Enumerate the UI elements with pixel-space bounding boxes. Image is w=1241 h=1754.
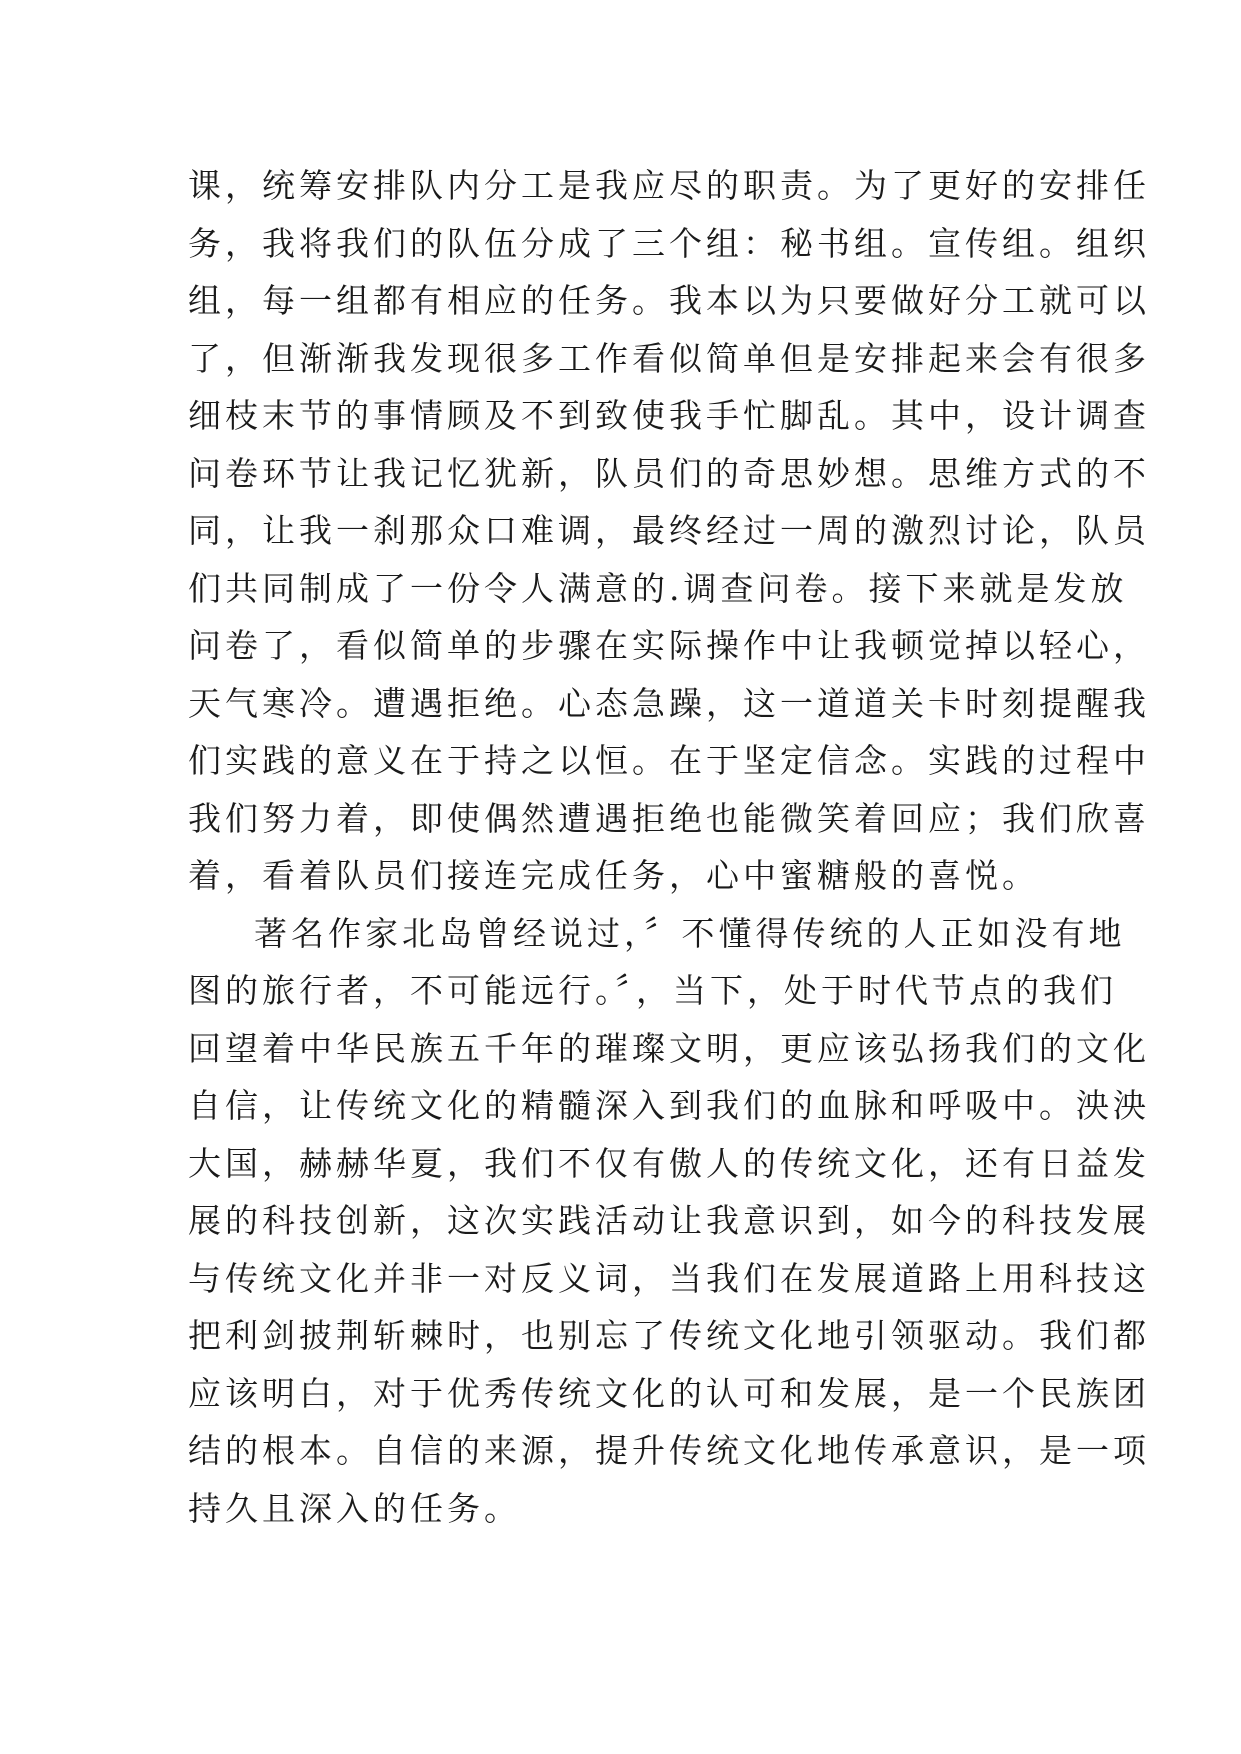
text-line: 图的旅行者，不可能远行。〞，当下，处于时代节点的我们 (188, 971, 1117, 1010)
text-line: 持久且深入的任务。 (188, 1488, 521, 1528)
paragraph-1 (188, 157, 1150, 905)
text-line: 我们努力着，即使偶然遭遇拒绝也能微笑着回应；我们欣喜 (188, 798, 1150, 838)
text-line: 务，我将我们的队伍分成了三个组：秘书组。宣传组。组织 (188, 223, 1150, 263)
text-line: 著名作家北岛曾经说过，〞不懂得传统的人正如没有地 (254, 913, 1126, 953)
paragraph-2 (188, 905, 1150, 1538)
text-line: 问卷了，看似简单的步骤在实际操作中让我顿觉掉以轻心， (188, 626, 1150, 665)
text-line: 结的根本。自信的来源，提升传统文化地传承意识，是一项 (188, 1431, 1150, 1470)
body-text (188, 157, 1150, 1537)
text-line: 课，统筹安排队内分工是我应尽的职责。为了更好的安排任 (188, 166, 1150, 205)
text-line: 应该明白，对于优秀传统文化的认可和发展，是一个民族团 (188, 1373, 1150, 1413)
text-line: 细枝末节的事情顾及不到致使我手忙脚乱。其中，设计调查 (188, 396, 1150, 435)
text-line: 着，看着队员们接连完成任务，心中蜜糖般的喜悦。 (188, 856, 1039, 895)
text-line: 回望着中华民族五千年的璀璨文明，更应该弘扬我们的文化 (188, 1028, 1150, 1068)
text-line: 展的科技创新，这次实践活动让我意识到，如今的科技发展 (188, 1201, 1150, 1240)
text-line: 了，但渐渐我发现很多工作看似简单但是安排起来会有很多 (188, 338, 1150, 378)
text-line: 大国，赫赫华夏，我们不仅有傲人的传统文化，还有日益发 (188, 1143, 1150, 1183)
text-line: 们共同制成了一份令人满意的.调查问卷。接下来就是发放 (188, 568, 1128, 608)
text-line: 天气寒冷。遭遇拒绝。心态急躁，这一道道关卡时刻提醒我 (188, 683, 1150, 723)
text-line: 问卷环节让我记忆犹新，队员们的奇思妙想。思维方式的不 (188, 453, 1150, 493)
text-line: 们实践的意义在于持之以恒。在于坚定信念。实践的过程中 (188, 741, 1150, 780)
text-line: 与传统文化并非一对反义词，当我们在发展道路上用科技这 (188, 1258, 1150, 1298)
text-line: 把利剑披荆斩棘时，也别忘了传统文化地引领驱动。我们都 (188, 1316, 1150, 1355)
text-line: 同，让我一刹那众口难调，最终经过一周的激烈讨论，队员 (188, 511, 1150, 550)
text-line: 自信，让传统文化的精髓深入到我们的血脉和呼吸中。泱泱 (188, 1086, 1150, 1125)
text-line: 组，每一组都有相应的任务。我本以为只要做好分工就可以 (188, 281, 1150, 320)
